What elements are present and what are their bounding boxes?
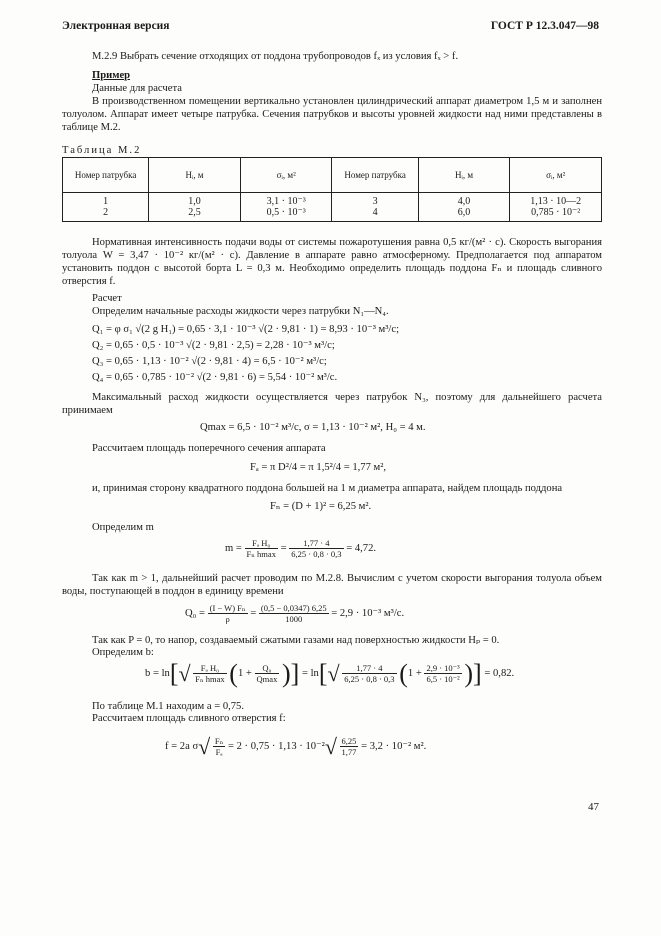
- header-right: ГОСТ Р 12.3.047—98: [490, 20, 599, 32]
- equation-qmax: Qmax = 6,5 · 10⁻² м³/с, σ = 1,13 · 10⁻² м², H₀ = 4 м.: [200, 422, 426, 433]
- page-number: 47: [588, 801, 599, 813]
- para-p: Так как P = 0, то напор, создаваемый сжатыми газами над поверхностью жидкости Hₚ = 0.: [92, 635, 500, 646]
- fraction: $\frac{\text{Fₙ}}{\text{Fₐ}}$: [214, 736, 224, 757]
- col-header: σᵢ, м²: [510, 158, 602, 193]
- table-cell: 4,0 6,0: [418, 193, 510, 222]
- equation-b: b = ln[√ $\frac{\text{Fₐ H₀}}{\text{Fₙ hmax}}$ (1 + $\frac{\text{Q₀}}{Qmax}$ )] = ln[√ $\frac{1,77 \cdot 4}{6,25 \cdot 0,8 \cdot 0,3}$ (1 + $\frac{\text{2,9 · 10⁻³}}{\text{6,5 · 10⁻²}}$ )] = 0,82.: [145, 659, 515, 688]
- col-header: Номер патрубка: [63, 158, 149, 193]
- para-m-gt: Так как m > 1, дальнейший расчет проводим по М.2.8. Вычислим с учетом скорости выгорания толуола объем воды, поступающей в поддон в единицу времени: [62, 573, 602, 597]
- para-table: По таблице М.1 находим a = 0,75.: [92, 701, 245, 712]
- equation-m: m = $\frac{\text{Fₐ H₀}}{\text{Fₙ hmax}}$ = $\frac{1,77 \cdot 4}{6,25 \cdot 0,8 \cdot 0,3}$ = 4,72.: [225, 538, 377, 559]
- table-caption: Таблица М.2: [62, 145, 142, 156]
- equation-q2: Q₂ = 0,65 · 0,5 · 10⁻³ √(2 · 9,81 · 2,5) = 2,28 · 10⁻³ м³/с;: [92, 340, 335, 351]
- col-header: Hᵢ, м: [149, 158, 241, 193]
- para-intro: В производственном помещении вертикально установлен цилиндрический аппарат диаметром 1,5 м и заполнен толуолом. Аппарат имеет четыре патрубка. Сечения патрубков и высоты уровней жидкости над ними представлены в таблице М.2.: [62, 96, 602, 133]
- header-left: Электронная версия: [62, 20, 170, 32]
- fraction: $\frac{1,77 \cdot 4}{6,25 \cdot 0,8 \cdot 0,3}$: [344, 663, 395, 684]
- data-title: Данные для расчета: [92, 83, 182, 94]
- equation-fn: Fₙ = (D + 1)² = 6,25 м².: [270, 501, 372, 512]
- fraction: $\frac{\text{2,9 · 10⁻³}}{\text{6,5 · 10⁻²}}$: [426, 663, 460, 684]
- equation-q4: Q₄ = 0,65 · 0,785 · 10⁻² √(2 · 9,81 · 6) = 5,54 · 10⁻² м³/с.: [92, 372, 338, 383]
- fraction: $\frac{\text{(I − W) Fₙ}}{\rho}$: [209, 603, 246, 624]
- para-m: Определим m: [92, 522, 154, 533]
- para-area: Рассчитаем площадь поперечного сечения аппарата: [92, 443, 326, 454]
- col-header: σᵢ, м²: [240, 158, 332, 193]
- equation-q3: Q₃ = 0,65 · 1,13 · 10⁻² √(2 · 9,81 · 4) = 6,5 · 10⁻² м³/с;: [92, 356, 327, 367]
- table-cell: 3 4: [332, 193, 418, 222]
- calc-intro: Определим начальные расходы жидкости через патрубки N₁—N₄.: [92, 306, 389, 317]
- data-table: [62, 157, 602, 222]
- table-cell: 1,0 2,5: [149, 193, 241, 222]
- fraction: $\frac{\text{Q₀}}{Qmax}$: [256, 663, 278, 684]
- equation-fa: Fₐ = π D²/4 = π 1,5²/4 = 1,77 м²,: [250, 462, 387, 473]
- para-norm: Нормативная интенсивность подачи воды от системы пожаротушения равна 0,5 кг/(м² · с). Скорость выгорания толуола W = 3,47 · 10⁻² кг/(м² · с). Давление в аппарате равно атмосферному. Предполагается под аппаратом установить поддон с высотой борта L = 0,3 м. Необходимо определить площадь поддона Fₙ и площадь сливного отверстия f.: [62, 237, 602, 287]
- table-header-row: [63, 158, 602, 193]
- para-f: Рассчитаем площадь сливного отверстия f:: [92, 713, 286, 724]
- fraction: $\frac{(0,5 - 0,0347) 6,25}{1000}$: [260, 603, 327, 624]
- para-m29: М.2.9 Выбрать сечение отходящих от поддона трубопроводов fₓ из условия fₓ > f.: [92, 51, 459, 62]
- fraction: $\frac{1,77 \cdot 4}{6,25 \cdot 0,8 \cdot 0,3}$: [291, 538, 342, 559]
- para-max: Максимальный расход жидкости осуществляется через патрубок N₃, поэтому для дальнейшего расчета принимаем: [62, 392, 602, 416]
- fraction: $\frac{6,25}{1,77}$: [341, 736, 357, 757]
- para-side: и, принимая сторону квадратного поддона большей на 1 м диаметра аппарата, найдем площадь поддона: [92, 483, 563, 494]
- col-header: Номер патрубка: [332, 158, 418, 193]
- calc-title: Расчет: [92, 293, 122, 304]
- fraction: $\frac{\text{Fₐ H₀}}{\text{Fₙ hmax}}$: [246, 538, 276, 559]
- example-title: Пример: [92, 70, 131, 81]
- table-cell: 1 2: [63, 193, 149, 222]
- para-b: Определим b:: [92, 647, 154, 658]
- table-cell: 1,13 · 10—2 0,785 · 10⁻²: [510, 193, 602, 222]
- equation-q0: Q₀ = $\frac{\text{(I − W) Fₙ}}{\rho}$ = $\frac{(0,5 - 0,0347) 6,25}{1000}$ = 2,9 · 10⁻³ м³/с.: [185, 603, 405, 624]
- table-cell: 3,1 · 10⁻³ 0,5 · 10⁻³: [240, 193, 332, 222]
- equation-f: f = 2a σ√ $\frac{\text{Fₙ}}{\text{Fₐ}}$ = 2 · 0,75 · 1,13 · 10⁻²√ $\frac{6,25}{1,77}$ = 3,2 · 10⁻² м².: [165, 734, 427, 759]
- col-header: Hᵢ, м: [418, 158, 510, 193]
- fraction: $\frac{\text{Fₐ H₀}}{\text{Fₙ hmax}}$: [195, 663, 225, 684]
- table-row: [63, 193, 602, 222]
- equation-q1: Q₁ = φ σ₁ √(2 g H₁) = 0,65 · 3,1 · 10⁻³ √(2 · 9,81 · 1) = 8,93 · 10⁻³ м³/с;: [92, 324, 400, 335]
